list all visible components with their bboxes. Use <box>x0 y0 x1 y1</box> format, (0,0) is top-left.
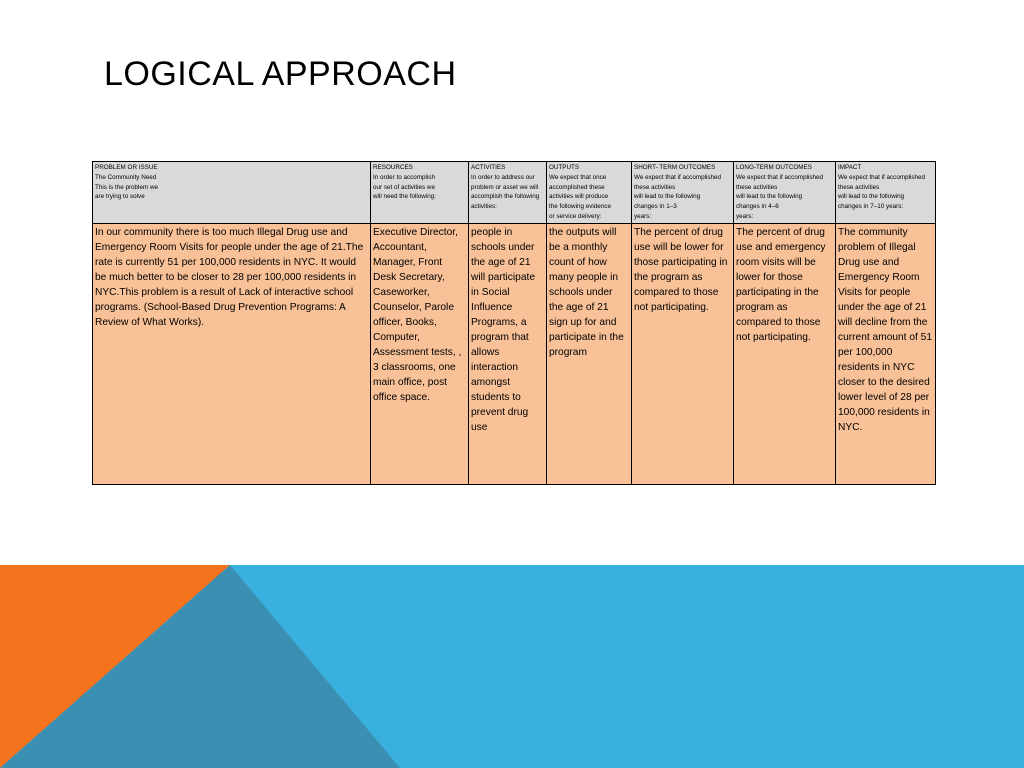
header-line: activities: <box>471 203 497 211</box>
header-line: RESOURCES <box>373 164 413 171</box>
header-line: accomplished these <box>549 183 605 191</box>
header-resources <box>371 162 469 224</box>
header-line: We expect that if accomplished <box>838 173 926 181</box>
header-line: or service delivery: <box>549 212 602 220</box>
header-long-term-outcomes <box>734 162 836 224</box>
header-activities <box>469 162 547 224</box>
header-line: years: <box>634 212 652 220</box>
cell-short-term-outcomes: The percent of drug use will be lower for those participating in the program as compared to those not participating. <box>632 223 734 484</box>
header-line: our set of activities we <box>373 183 435 191</box>
header-line: will lead to the following <box>634 193 701 201</box>
header-impact <box>836 162 936 224</box>
header-line: IMPACT <box>838 164 862 171</box>
header-line: activities will produce <box>549 193 609 201</box>
header-line: will lead to the following <box>736 193 803 201</box>
header-line: LONG-TERM OUTCOMES <box>736 164 812 171</box>
header-line: changes in 4–6 <box>736 203 779 211</box>
header-line: SHORT- TERM OUTCOMES <box>634 164 716 171</box>
header-line: ACTIVITIES <box>471 164 506 171</box>
cell-resources: Executive Director, Accountant, Manager, Front Desk Secretary, Caseworker, Counselor, Parole officer, Books, Computer, Assessment tests, , 3 classrooms, one main office, post office space. <box>371 223 469 484</box>
table-header-row <box>93 162 936 224</box>
header-line: In order to address our <box>471 173 535 181</box>
header-line: In order to accomplish <box>373 173 435 181</box>
header-line: PROBLEM OR ISSUE <box>95 164 158 171</box>
cell-outputs: the outputs will be a monthly count of how many people in schools under the age of 21 sign up for and participate in the program <box>547 223 632 484</box>
logic-model-table <box>92 161 936 485</box>
header-line: will need the following: <box>373 193 437 201</box>
cell-impact: The community problem of Illegal Drug use and Emergency Room Visits for people under the age of 21 will decline from the current amount of 51 per 100,000 residents in NYC closer to the desired lower level of 28 per 100,000 residents in NYC. <box>836 223 936 484</box>
header-line: We expect that if accomplished <box>736 173 824 181</box>
header-outputs <box>547 162 632 224</box>
decorative-footer <box>0 565 1024 768</box>
header-line: changes in 7–10 years: <box>838 203 904 211</box>
header-line: problem or asset we will <box>471 183 539 191</box>
header-line: We expect that if accomplished <box>634 173 722 181</box>
table-row <box>93 223 936 484</box>
header-line: these activities <box>736 183 778 191</box>
header-line: the following evidence <box>549 203 611 211</box>
header-problem-or-issue <box>93 162 371 224</box>
header-line: We expect that once <box>549 173 607 181</box>
header-short-term-outcomes <box>632 162 734 224</box>
cell-activities: people in schools under the age of 21 will participate in Social Influence Programs, a program that allows interaction amongst students to prevent drug use <box>469 223 547 484</box>
header-line: changes in 1–3 <box>634 203 677 211</box>
cell-problem-statement: In our community there is too much Illegal Drug use and Emergency Room Visits for people under the age of 21.The rate is currently 51 per 100,000 residents in NYC. It would be much better to be closer to 28 per 100,000 residents in NYC.This problem is a result of Lack of interactive school programs. (School-Based Drug Prevention Programs: A Review of What Works). <box>93 223 371 484</box>
header-line: OUTPUTS <box>549 164 580 171</box>
header-line: will lead to the following <box>838 193 905 201</box>
slide-title: LOGICAL APPROACH <box>104 55 457 93</box>
header-line: This is the problem we <box>95 183 158 191</box>
header-line: these activities <box>634 183 676 191</box>
header-line: are trying to solve <box>95 193 145 201</box>
header-line: years: <box>736 212 754 220</box>
cell-long-term-outcomes: The percent of drug use and emergency room visits will be lower for those participating in the program as compared to those not participating. <box>734 223 836 484</box>
header-line: accomplish the following <box>471 193 540 201</box>
header-line: these activities <box>838 183 880 191</box>
header-line: The Community Need <box>95 173 157 181</box>
